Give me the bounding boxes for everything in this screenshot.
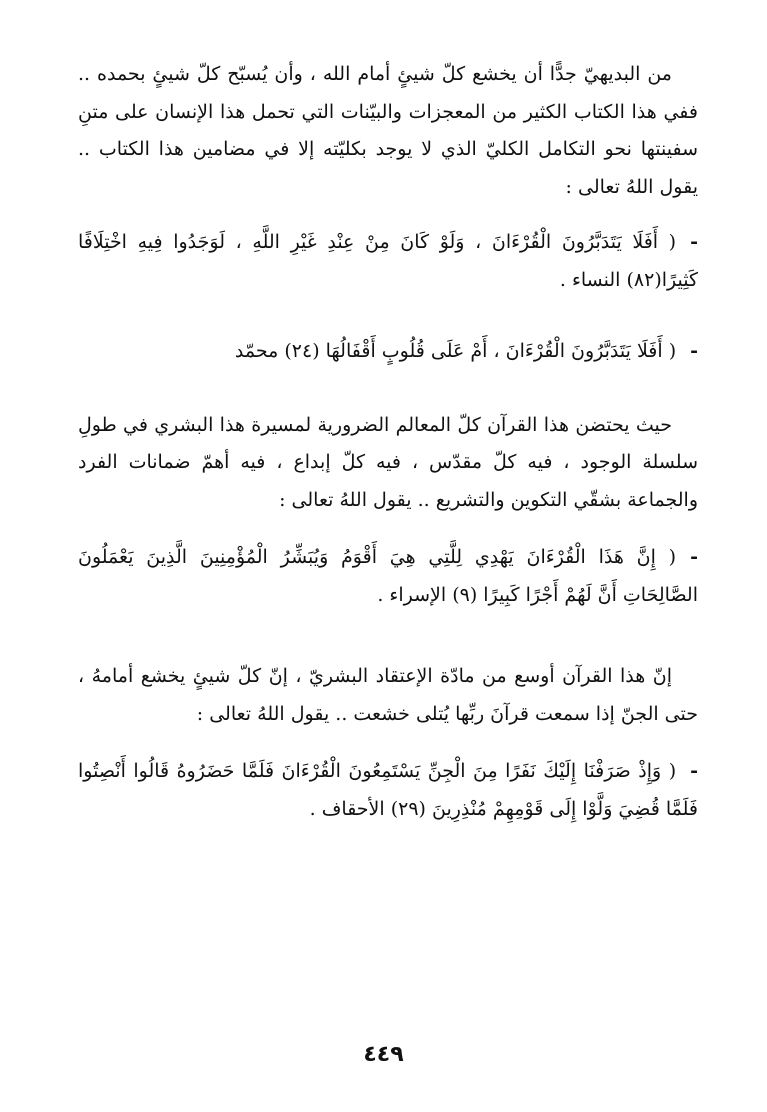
verse-nisa-text: ( أَفَلَا يَتَدَبَّرُونَ الْقُرْءَانَ ، وَلَوْ كَانَ مِنْ عِنْدِ غَيْرِ اللَّهِ ، لَوَجَدُوا فِيهِ اخْتِلَافًا كَثِيرًا(٨٢) النساء . xyxy=(78,231,698,291)
verse-ahqaf xyxy=(78,753,698,828)
paragraph-jinn-text: إنّ هذا القرآن أوسع من مادّة الإعتقاد البشريّ ، إنّ كلّ شيئٍ يخشع أمامهُ ، حتى الجنّ إذا سمعت قرآنَ ربِّها يُتلى خشعت .. يقول اللهُ تعالى : xyxy=(78,665,698,725)
paragraph-intro-text: من البديهيّ جدًّا أن يخشع كلّ شيئٍ أمام الله ، وأن يُسبّح كلّ شيئٍ بحمده .. ففي هذا الكتاب الكثير من المعجزات والبيّنات التي تحمل هذا الإنسان على متنِ سفينتها نحو التكامل الكليّ الذي لا يوجد بكليّته إلا في مضامين هذا الكتاب .. يقول اللهُ تعالى : xyxy=(78,63,698,198)
page-number: ٤٤٩ xyxy=(363,1042,404,1067)
page-body xyxy=(78,56,698,828)
verse-isra xyxy=(78,539,698,614)
list-dash: - xyxy=(690,760,698,782)
verse-ahqaf-text: ( وَإِذْ صَرَفْنَا إِلَيْكَ نَفَرًا مِنَ الْجِنِّ يَسْتَمِعُونَ الْقُرْءَانَ فَلَمَّا حَضَرُوهُ قَالُوا أَنْصِتُوا فَلَمَّا قُضِيَ وَلَّوْا إِلَى قَوْمِهِمْ مُنْذِرِينَ (٢٩) الأحقاف . xyxy=(78,760,698,820)
paragraph-jinn xyxy=(78,658,698,733)
list-dash: - xyxy=(690,231,698,253)
paragraph-quran-landmarks xyxy=(78,407,698,520)
verse-isra-text: ( إِنَّ هَذَا الْقُرْءَانَ يَهْدِي لِلَّتِي هِيَ أَقْوَمُ وَيُبَشِّرُ الْمُؤْمِنِينَ الَّذِينَ يَعْمَلُونَ الصَّالِحَاتِ أَنَّ لَهُمْ أَجْرًا كَبِيرًا (٩) الإسراء . xyxy=(78,546,698,606)
verse-muhammad-text: ( أَفَلَا يَتَدَبَّرُونَ الْقُرْءَانَ ، أَمْ عَلَى قُلُوبٍ أَقْفَالُهَا (٢٤) محمّد xyxy=(234,340,677,362)
list-dash: - xyxy=(690,340,698,362)
verse-nisa xyxy=(78,224,698,299)
list-dash: - xyxy=(690,546,698,568)
paragraph-intro xyxy=(78,56,698,206)
verse-muhammad xyxy=(78,333,698,371)
paragraph-quran-landmarks-text: حيث يحتضن هذا القرآن كلّ المعالم الضرورية لمسيرة هذا البشري في طولِ سلسلة الوجود ، فيه كلّ مقدّس ، فيه كلّ إبداع ، فيه أهمّ ضمانات الفرد والجماعة بشقّي التكوين والتشريع .. يقول اللهُ تعالى : xyxy=(78,413,698,511)
